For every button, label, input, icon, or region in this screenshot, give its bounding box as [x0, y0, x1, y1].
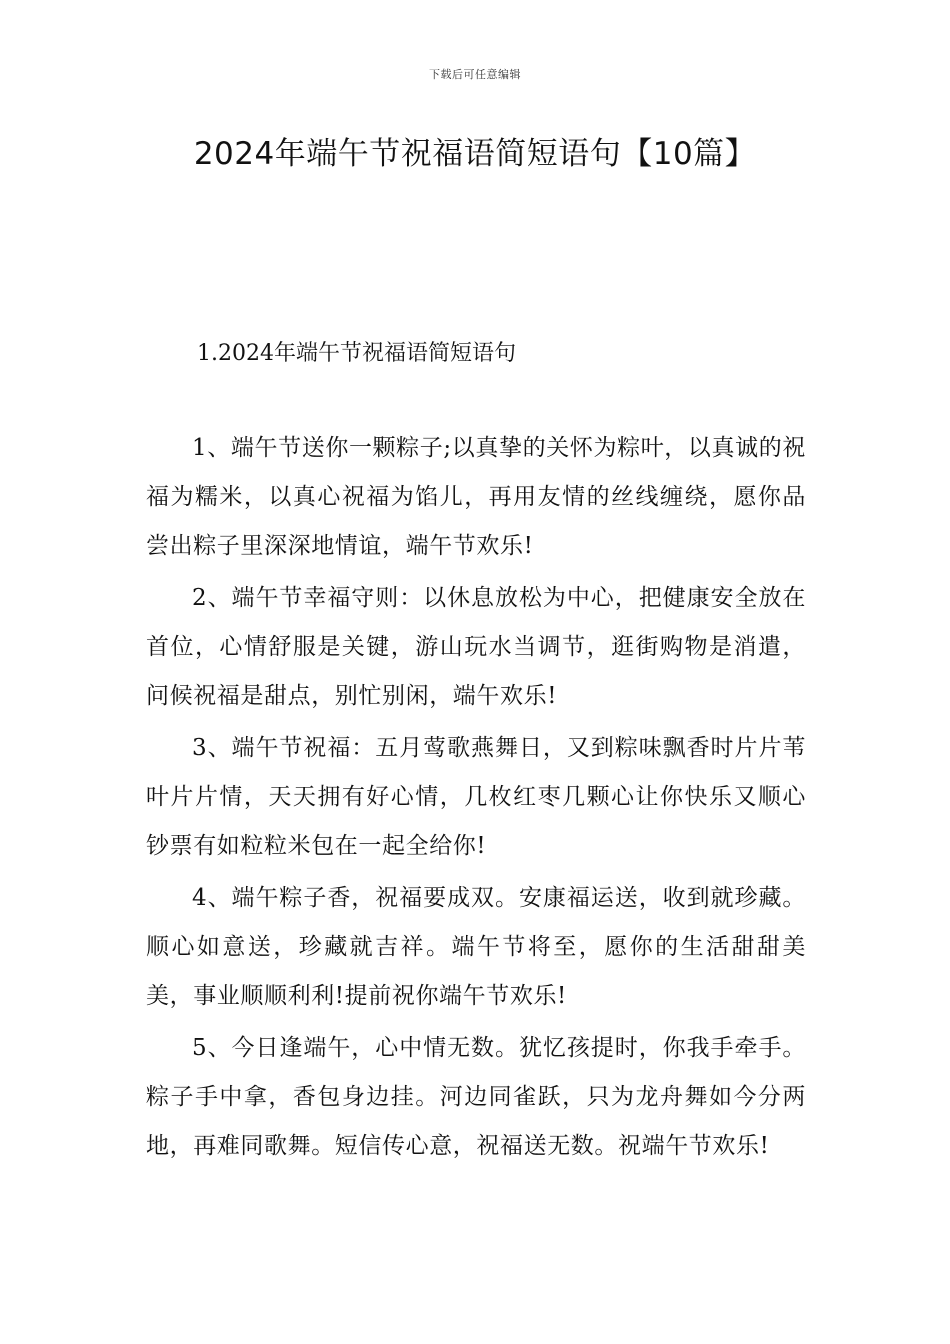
- paragraph-1: 1、端午节送你一颗粽子;以真挚的关怀为粽叶，以真诚的祝福为糯米，以真心祝福为馅儿，再用友情的丝线缠绕，愿你品尝出粽子里深深地情谊，端午节欢乐!: [146, 435, 806, 559]
- paragraph-3: 3、端午节祝福：五月莺歌燕舞日，又到粽味飘香时片片苇叶片片情，天天拥有好心情，几枚红枣几颗心让你快乐又顺心钞票有如粒粒米包在一起全给你!: [146, 735, 806, 859]
- paragraph-4: 4、端午粽子香，祝福要成双。安康福运送，收到就珍藏。顺心如意送，珍藏就吉祥。端午节将至，愿你的生活甜甜美美，事业顺顺利利!提前祝你端午节欢乐!: [146, 885, 806, 1009]
- paragraph-2: 2、端午节幸福守则：以休息放松为中心，把健康安全放在首位，心情舒服是关键，游山玩水当调节，逛街购物是消遣，问候祝福是甜点，别忙别闲，端午欢乐!: [146, 585, 806, 709]
- paragraph-5: 5、今日逢端午，心中情无数。犹忆孩提时，你我手牵手。粽子手中拿，香包身边挂。河边同雀跃，只为龙舟舞如今分两地，再难同歌舞。短信传心意，祝福送无数。祝端午节欢乐!: [146, 1035, 806, 1159]
- body-text: [146, 424, 806, 1174]
- document-title: 2024年端午节祝福语简短语句【10篇】: [193, 136, 757, 172]
- header-note: 下载后可任意编辑: [429, 68, 521, 81]
- section-heading: 1.2024年端午节祝福语简短语句: [197, 341, 516, 366]
